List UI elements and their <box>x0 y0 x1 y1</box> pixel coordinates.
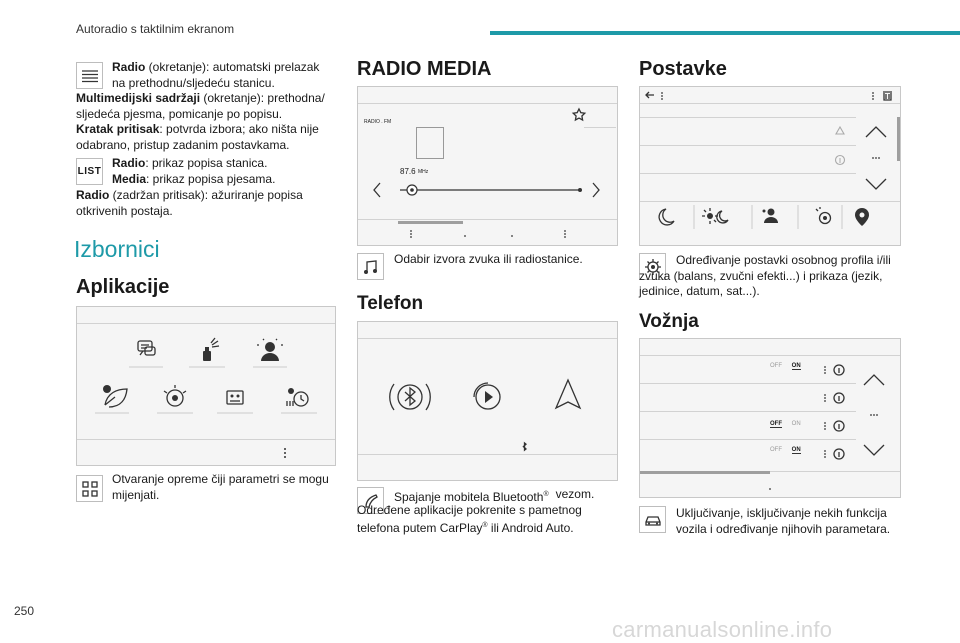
radio-screen <box>357 86 618 246</box>
climate-timer-icon <box>287 388 308 406</box>
more-options-icon <box>284 448 286 458</box>
list-radio-text: Radio: prikaz popisa stanica. <box>112 156 268 170</box>
radio-controls <box>358 87 617 245</box>
aplikacije-screen <box>76 306 336 466</box>
previous-chevron-icon <box>374 183 380 197</box>
photo-album-icon <box>227 391 243 404</box>
postavke-heading: Postavke <box>639 58 727 80</box>
menu-list-icon <box>76 62 103 89</box>
back-arrow-icon <box>646 92 654 98</box>
toggle-1: OFF ON <box>770 363 801 369</box>
message-icon <box>138 341 155 355</box>
bluetooth-icon <box>390 384 431 410</box>
telefon-caption: vezom. Određene aplikacije pokrenite s pametnog telefona putem CarPlay® ili Android Auto. <box>357 487 595 535</box>
car-icon <box>639 506 666 533</box>
trash-icon <box>883 92 892 100</box>
next-chevron-icon <box>593 183 599 197</box>
aplikacije-icons <box>77 307 335 465</box>
favorite-star-icon <box>573 109 585 120</box>
hold-text: Radio (zadržan pritisak): ažuriranje popisa otkrivenih postaja. <box>76 188 303 218</box>
postavke-caption: Određivanje postavki osobnog profila i/ili zvuka (balans, zvučni efekti...) i prikaza (jezik, jedinice, datum, sat...). <box>639 253 891 298</box>
eco-leaf-icon <box>103 385 127 407</box>
scroll-up-chevron-icon <box>864 375 884 385</box>
toggle-3: OFF ON <box>770 447 801 453</box>
running-header: Autoradio s taktilnim ekranom <box>76 22 235 36</box>
radio-turn-text: Radio (okretanje): automatski prelazak na prethodnu/sljedeću stanicu. <box>112 60 320 90</box>
radio-media-caption: Odabir izvora zvuka ili radiostanice. <box>394 252 583 266</box>
driving-settings-icon <box>164 385 186 406</box>
aplikacije-caption: Otvaranje opreme čiji parametri se mogu mijenjati. <box>112 472 329 502</box>
band-label: RADIO . FM <box>364 119 392 125</box>
apps-grid-icon <box>76 475 103 502</box>
frequency-value: 87.6 <box>400 167 416 176</box>
telefon-heading: Telefon <box>357 293 424 314</box>
info-icon <box>836 156 845 165</box>
header-accent-bar <box>490 31 960 35</box>
air-freshener-icon <box>203 338 219 361</box>
warning-icon <box>836 127 844 134</box>
system-settings-icon <box>816 207 831 224</box>
bluetooth-status-icon <box>523 443 526 450</box>
toggle-2: OFF ON <box>770 421 801 427</box>
info-icon-row-4 <box>834 449 844 459</box>
aplikacije-heading: Aplikacije <box>76 276 170 298</box>
scroll-down-chevron-icon <box>866 179 886 189</box>
music-note-icon <box>357 253 384 280</box>
brightness-icon <box>702 208 728 224</box>
location-settings-icon <box>855 208 869 226</box>
frequency-unit: MHz <box>418 169 429 175</box>
profile-icon <box>257 339 283 361</box>
short-press-text: Kratak pritisak: potvrda izbora; ako ništa nije odabrano, pristup zadanim postavkama. <box>76 122 319 152</box>
postavke-controls <box>640 87 900 245</box>
telefon-screen <box>357 321 618 481</box>
scroll-up-chevron-icon <box>866 127 886 137</box>
carplay-icon <box>474 383 500 409</box>
voznja-screen <box>639 338 901 498</box>
android-auto-icon <box>556 380 580 408</box>
list-media-text: Media: prikaz popisa pjesama. <box>112 172 276 186</box>
watermark: carmanualsonline.info <box>612 617 833 642</box>
telefon-caption-line1: Spajanje mobitela Bluetooth® <box>394 490 549 504</box>
profile-settings-icon <box>763 209 779 224</box>
info-icon-row-1 <box>834 365 844 375</box>
section-izbornici: Izbornici <box>74 236 160 262</box>
scroll-down-chevron-icon <box>864 445 884 455</box>
voznja-heading: Vožnja <box>639 311 699 332</box>
list-button-icon: LIST <box>76 158 103 185</box>
page-number: 250 <box>14 604 35 618</box>
radio-media-heading: RADIO MEDIA <box>357 58 492 80</box>
voznja-caption: Uključivanje, isključivanje nekih funkcija vozila i određivanje njihovih parametara. <box>676 506 891 536</box>
night-mode-icon <box>659 209 674 225</box>
info-icon-row-3 <box>834 421 844 431</box>
postavke-screen <box>639 86 901 246</box>
info-icon-row-2 <box>834 393 844 403</box>
telefon-icons <box>358 322 617 480</box>
media-text: Multimedijski sadržaji (okretanje): prethodna/ sljedeća pjesma, pomicanje po popisu. <box>76 91 325 121</box>
voznja-controls <box>640 339 900 497</box>
